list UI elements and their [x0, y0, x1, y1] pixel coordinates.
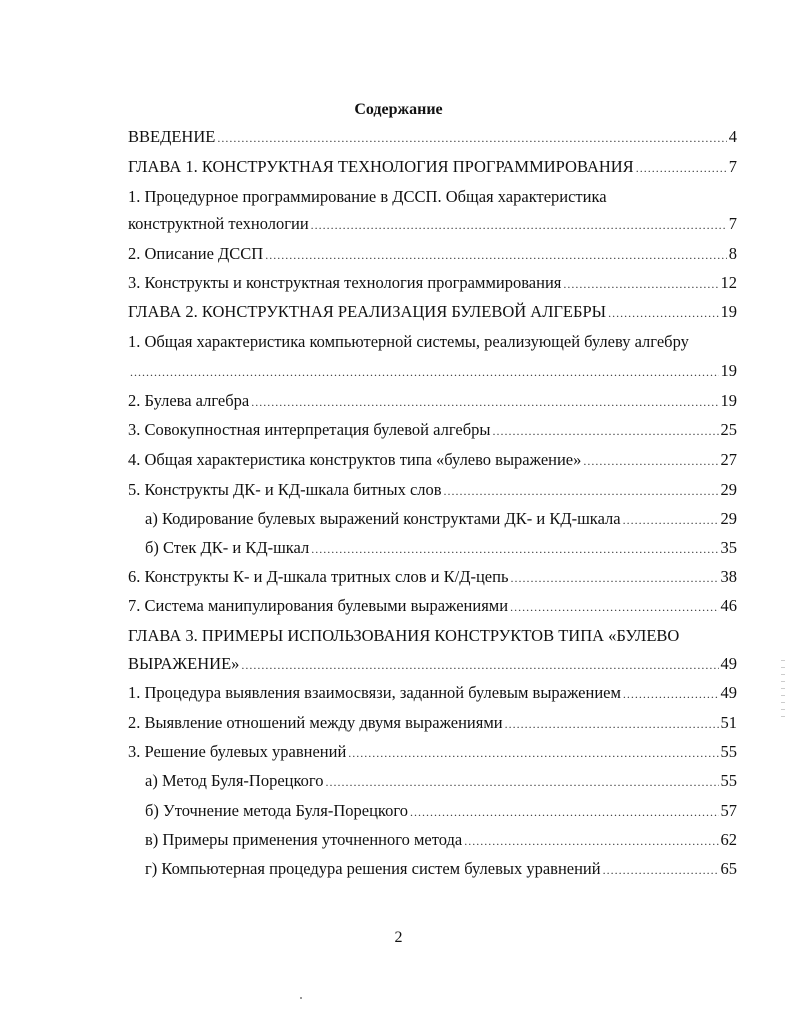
toc-entry	[145, 828, 737, 852]
toc-entry-page: 57	[720, 801, 737, 820]
dot-leader	[636, 156, 727, 180]
dot-leader	[444, 479, 719, 503]
toc-entry-title: 2. Выявление отношений между двумя выражениями	[128, 713, 503, 732]
dot-leader	[311, 537, 718, 561]
toc-entry	[128, 711, 737, 735]
dot-leader	[583, 449, 718, 473]
toc-entry	[128, 359, 737, 383]
toc-entry-title: 1. Процедура выявления взаимосвязи, заданной булевым выражением	[128, 683, 621, 702]
toc-entry	[128, 652, 737, 676]
toc-entry-page: 51	[720, 713, 737, 732]
toc-heading: Содержание	[354, 101, 443, 118]
toc-entry-title: ГЛАВА 2. КОНСТРУКТНАЯ РЕАЛИЗАЦИЯ БУЛЕВОЙ АЛГЕБРЫ	[128, 302, 607, 321]
dot-leader	[623, 508, 719, 532]
toc-entry-page: 65	[720, 859, 737, 878]
toc-entry-page: 7	[728, 214, 737, 233]
toc-entry-title: г) Компьютерная процедура решения систем булевых уравнений	[145, 859, 601, 878]
toc-entry	[128, 271, 737, 295]
dot-leader	[492, 419, 718, 443]
toc-entry	[128, 418, 737, 442]
toc-entry-title: 3. Совокупностная интерпретация булевой алгебры	[128, 420, 491, 439]
toc-entry	[128, 212, 737, 236]
toc-entry-title: ВЫРАЖЕНИЕ»	[128, 654, 240, 673]
toc-entry-title: а) Метод Буля-Порецкого	[145, 771, 324, 790]
toc-entry-page: 38	[720, 567, 737, 586]
toc-entry	[128, 300, 737, 324]
toc-entry-title: конструктной технологии	[128, 214, 309, 233]
dot-leader	[348, 741, 718, 765]
toc-entry-page: 27	[720, 450, 737, 469]
toc-entry-page: 29	[720, 480, 737, 499]
toc-entry-page: 29	[720, 509, 737, 528]
toc-entry-title: б) Уточнение метода Буля-Порецкого	[145, 801, 408, 820]
toc-entry-page: 19	[720, 361, 737, 380]
toc-entry-page: 7	[728, 157, 737, 176]
toc-entry-title: 6. Конструкты К- и Д-шкала тритных слов и К/Д-цепь	[128, 567, 509, 586]
dot-leader	[464, 829, 718, 853]
dot-leader	[510, 595, 718, 619]
dot-leader	[265, 243, 727, 267]
toc-entry-page: 25	[720, 420, 737, 439]
scan-edge-noise	[781, 660, 785, 720]
toc-entry-title: б) Стек ДК- и КД-шкал	[145, 538, 310, 557]
toc-entry	[128, 740, 737, 764]
dot-leader	[241, 653, 718, 677]
toc-entry-page: 19	[720, 302, 737, 321]
toc-entry	[128, 448, 737, 472]
toc-entry	[128, 681, 737, 705]
toc-entry-title: ВВЕДЕНИЕ	[128, 127, 216, 146]
toc-entry-title: 3. Конструкты и конструктная технология программирования	[128, 273, 562, 292]
toc-entry-title: 3. Решение булевых уравнений	[128, 742, 347, 761]
toc-entry	[145, 799, 737, 823]
dot-leader	[251, 390, 718, 414]
dot-leader	[410, 800, 719, 824]
toc-entry	[145, 507, 737, 531]
toc-entry-title: 4. Общая характеристика конструктов типа «булево выражение»	[128, 450, 582, 469]
dot-leader	[623, 682, 719, 706]
toc-entry-page: 62	[720, 830, 737, 849]
dot-leader	[217, 126, 726, 150]
toc-entry-page: 12	[720, 273, 737, 292]
toc-entry-page: 35	[720, 538, 737, 557]
toc-entry-page: 8	[728, 244, 737, 263]
dot-leader	[326, 770, 719, 794]
dot-leader	[311, 213, 727, 237]
toc-entry	[128, 125, 737, 149]
dot-leader	[608, 301, 718, 325]
dot-leader	[505, 712, 719, 736]
toc-entry-title: в) Примеры применения уточненного метода	[145, 830, 463, 849]
page-number: 2	[394, 929, 403, 946]
toc-entry	[128, 478, 737, 502]
toc-entry-title: а) Кодирование булевых выражений конструктами ДК- и КД-шкала	[145, 509, 621, 528]
toc-entry	[128, 389, 737, 413]
toc-entry-title: 2. Булева алгебра	[128, 391, 250, 410]
toc-entry	[128, 594, 737, 618]
toc-entry-title-line1: 1. Общая характеристика компьютерной системы, реализующей булеву алгебру	[128, 332, 689, 351]
toc-entry	[128, 565, 737, 589]
toc-entry-title-line1: ГЛАВА 3. ПРИМЕРЫ ИСПОЛЬЗОВАНИЯ КОНСТРУКТОВ ТИПА «БУЛЕВО	[128, 626, 680, 645]
toc-entry-page: 19	[720, 391, 737, 410]
toc-entry-title-line1: 1. Процедурное программирование в ДССП. Общая характеристика	[128, 187, 607, 206]
toc-entry-title: ГЛАВА 1. КОНСТРУКТНАЯ ТЕХНОЛОГИЯ ПРОГРАММИРОВАНИЯ	[128, 157, 634, 176]
dot-leader	[563, 272, 718, 296]
toc-entry-title: 7. Система манипулирования булевыми выражениями	[128, 596, 509, 615]
toc-entry-page: 49	[720, 683, 737, 702]
toc-entry	[145, 857, 737, 881]
toc-entry-title: 2. Описание ДССП	[128, 244, 264, 263]
toc-entry-page: 49	[720, 654, 737, 673]
toc-entry-page: 46	[720, 596, 737, 615]
dot-leader	[603, 858, 719, 882]
toc-entry	[145, 536, 737, 560]
dot-leader	[130, 360, 719, 384]
toc-entry-page: 55	[720, 771, 737, 790]
toc-entry-page: 4	[728, 127, 737, 146]
dot-leader	[510, 566, 718, 590]
toc-entry-title: 5. Конструкты ДК- и КД-шкала битных слов	[128, 480, 442, 499]
toc-entry	[128, 155, 737, 179]
toc-entry	[128, 242, 737, 266]
toc-entry	[145, 769, 737, 793]
toc-entry-page: 55	[720, 742, 737, 761]
scan-speck	[300, 997, 302, 999]
